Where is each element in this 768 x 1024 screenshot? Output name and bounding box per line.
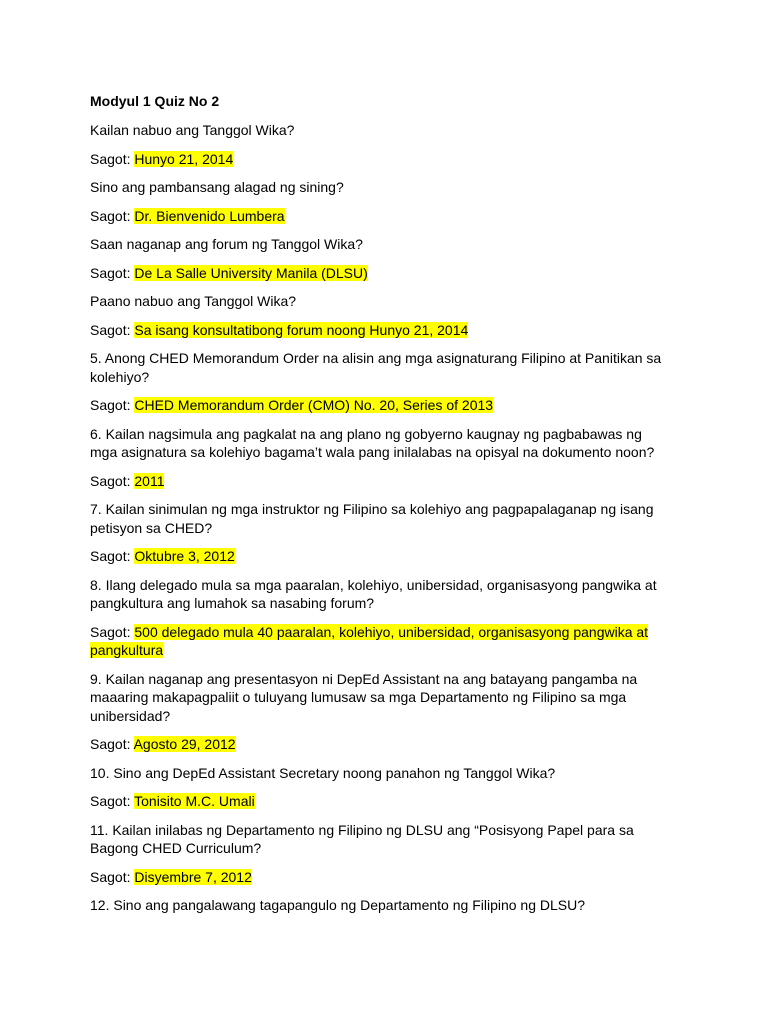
answer-prefix: Sagot: — [90, 736, 134, 752]
highlighted-answer: Oktubre 3, 2012 — [134, 548, 235, 564]
question-text: 7. Kailan sinimulan ng mga instruktor ng Filipino sa kolehiyo ang pagpapalaganap ng isang petisyon sa CHED? — [90, 501, 654, 536]
highlighted-answer: Agosto 29, 2012 — [133, 736, 236, 752]
question-text: 11. Kailan inilabas ng Departamento ng Filipino ng DLSU ang “Posisyong Papel para sa Bagong CHED Curriculum? — [90, 821, 634, 856]
question-text: 9. Kailan naganap ang presentasyon ni DepEd Assistant na ang batayang pangamba na maaaring makapagpaliit o tuluyang lumusaw sa mga Departamento ng Filipino sa mga unibersidad? — [90, 670, 638, 724]
highlighted-answer: 2011 — [134, 472, 165, 489]
page-title: Modyul 1 Quiz No 2 — [90, 93, 220, 109]
question-text: 5. Anong CHED Memorandum Order na alisin ang mga asignaturang Filipino at Panitikan sa kolehiyo? — [90, 350, 662, 385]
question-text: 6. Kailan nagsimula ang pagkalat na ang plano ng gobyerno kaugnay ng pagbabawas ng mga asignatura sa kolehiyo bagama’t wala pang inilalabas na opisyal na dokumento noon? — [90, 425, 655, 460]
answer-prefix: Sagot: — [90, 150, 135, 167]
answer-prefix: Sagot: — [90, 207, 135, 224]
answer-line — [90, 472, 668, 491]
highlighted-answer: Tonisito M.C. Umali — [134, 793, 255, 809]
qa-list — [90, 121, 668, 915]
highlighted-answer: Hunyo 21, 2014 — [134, 150, 234, 167]
question-text: 10. Sino ang DepEd Assistant Secretary noong panahon ng Tanggol Wika? — [90, 764, 556, 781]
highlighted-answer: Dr. Bienvenido Lumbera — [134, 207, 285, 224]
answer-prefix: Sagot: — [90, 321, 135, 338]
highlighted-answer: 500 delegado mula 40 paaralan, kolehiyo, unibersidad, organisasyong pangwika at pangkultura — [90, 623, 649, 658]
question-text: 8. Ilang delegado mula sa mga paaralan, kolehiyo, unibersidad, organisasyong pangwika at pangkultura ang lumahok sa nasabing forum? — [90, 576, 657, 611]
question-text: Paano nabuo ang Tanggol Wika? — [90, 293, 297, 309]
answer-line — [90, 547, 668, 566]
answer-prefix: Sagot: — [90, 793, 135, 809]
question-text: 12. Sino ang pangalawang tagapangulo ng Departamento ng Filipino ng DLSU? — [90, 897, 586, 913]
answer-prefix: Sagot: — [90, 623, 135, 640]
highlighted-answer: Sa isang konsultatibong forum noong Hunyo 21, 2014 — [134, 321, 469, 338]
answer-line — [90, 735, 668, 754]
highlighted-answer: Disyembre 7, 2012 — [134, 868, 252, 885]
answer-line — [90, 321, 668, 340]
answer-line — [90, 150, 668, 169]
answer-prefix: Sagot: — [90, 868, 135, 885]
answer-prefix: Sagot: — [90, 397, 135, 413]
answer-prefix: Sagot: — [90, 472, 135, 489]
question-text: Sino ang pambansang alagad ng sining? — [90, 179, 344, 195]
highlighted-answer: CHED Memorandum Order (CMO) No. 20, Series of 2013 — [134, 397, 494, 413]
answer-line — [90, 396, 668, 415]
answer-line — [90, 207, 668, 226]
highlighted-answer: De La Salle University Manila (DLSU) — [134, 264, 368, 281]
answer-line — [90, 868, 668, 887]
question-text: Saan naganap ang forum ng Tanggol Wika? — [90, 236, 363, 252]
answer-line — [90, 623, 668, 660]
answer-prefix: Sagot: — [90, 264, 135, 281]
answer-prefix: Sagot: — [90, 548, 135, 564]
answer-line — [90, 792, 668, 811]
question-text: Kailan nabuo ang Tanggol Wika? — [90, 122, 295, 138]
answer-line — [90, 264, 668, 283]
